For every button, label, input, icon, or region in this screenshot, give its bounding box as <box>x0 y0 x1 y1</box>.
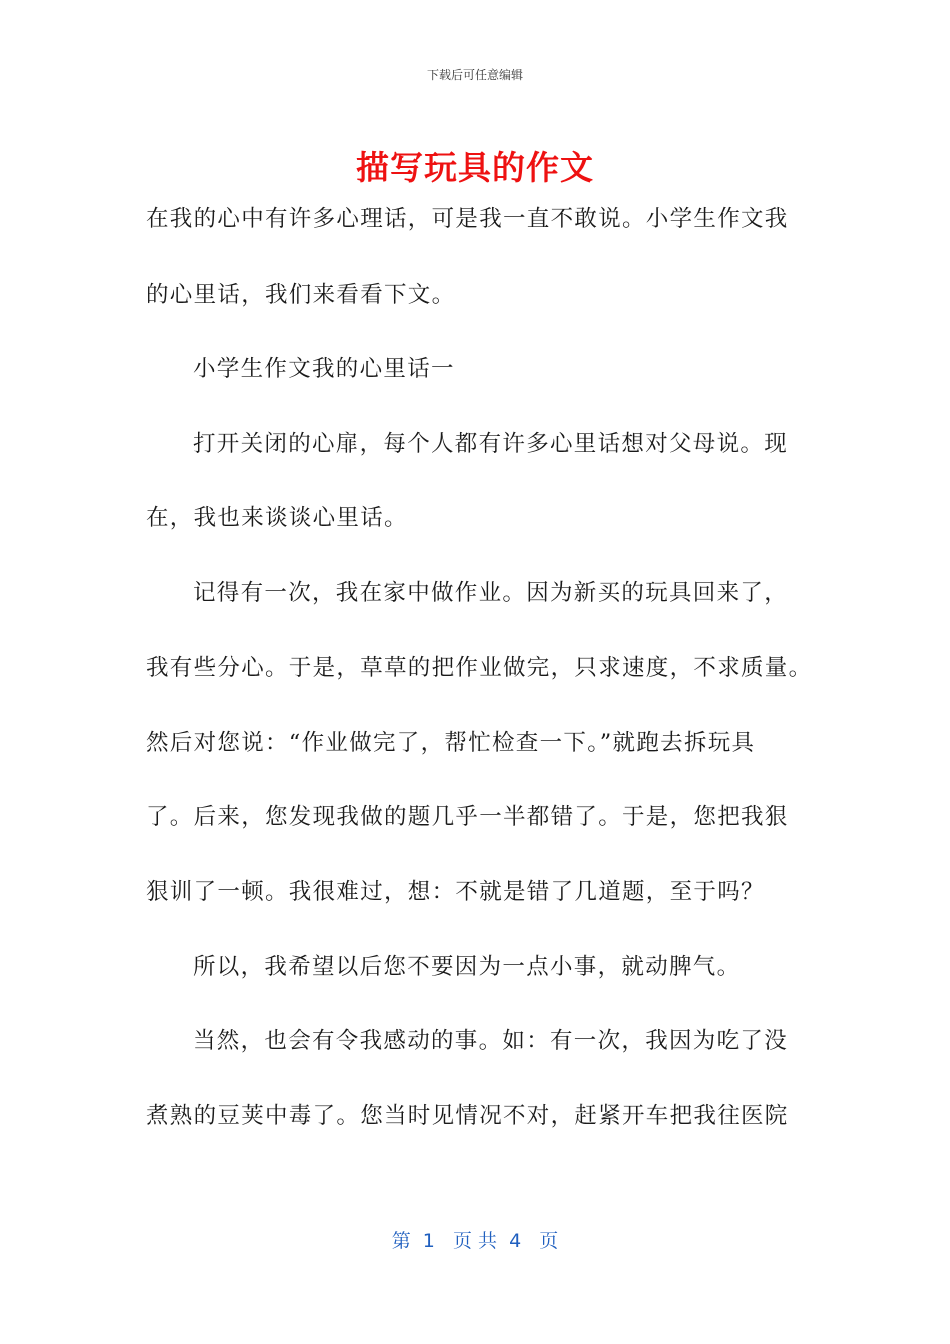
body-line: 我有些分心。于是，草草的把作业做完，只求速度，不求质量。 <box>146 655 813 681</box>
body-line: 狠训了一顿。我很难过，想：不就是错了几道题，至于吗？ <box>146 879 765 905</box>
body-line: 在，我也来谈谈心里话。 <box>146 505 408 531</box>
body-line: 的心里话，我们来看看下文。 <box>146 282 456 308</box>
body-line: 当然，也会有令我感动的事。如：有一次，我因为吃了没 <box>193 1028 789 1054</box>
body-line: 记得有一次，我在家中做作业。因为新买的玩具回来了， <box>193 580 789 606</box>
body-line: 所以，我希望以后您不要因为一点小事，就动脾气。 <box>193 954 741 980</box>
header-note: 下载后可任意编辑 <box>426 68 523 82</box>
body-line: 煮熟的豆荚中毒了。您当时见情况不对，赶紧开车把我往医院 <box>146 1103 789 1129</box>
document-title: 描写玩具的作文 <box>356 148 594 187</box>
body-line: 然后对您说：“作业做完了，帮忙检查一下。”就跑去拆玩具 <box>146 730 756 756</box>
page-number: 第 1 页 共 4 页 <box>391 1230 559 1252</box>
body-line: 打开关闭的心扉，每个人都有许多心里话想对父母说。现 <box>193 431 789 457</box>
body-line: 了。后来，您发现我做的题几乎一半都错了。于是，您把我狠 <box>146 804 789 830</box>
body-line: 在我的心中有许多心理话，可是我一直不敢说。小学生作文我 <box>146 206 789 232</box>
body-line: 小学生作文我的心里话一 <box>193 356 455 382</box>
